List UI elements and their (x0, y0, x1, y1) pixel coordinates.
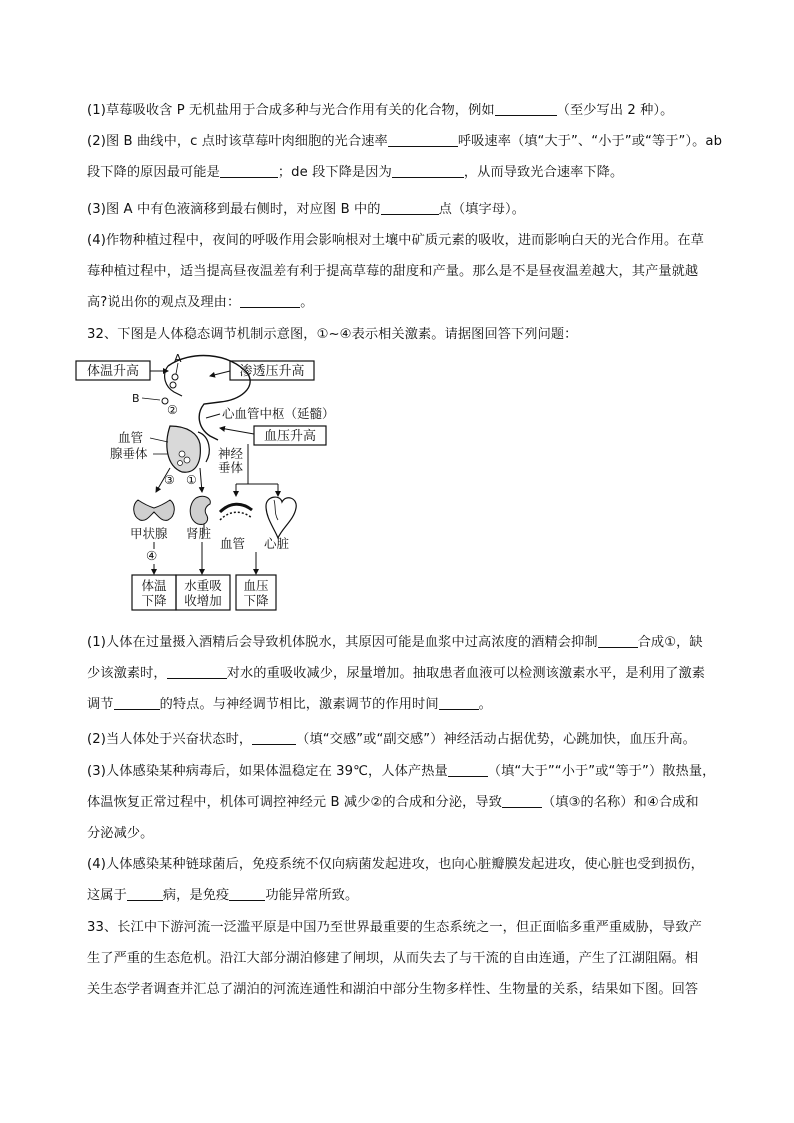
text: （填③的名称）和④合成和 (542, 795, 699, 810)
text: 的特点。与神经调节相比，激素调节的作用时间 (159, 697, 439, 712)
label-kidney: 肾脏 (186, 526, 212, 541)
text: （填“交感”或“副交感”）神经活动占据优势，心跳加快，血压升高。 (296, 732, 696, 747)
text: 段下降的原因最可能是 (87, 165, 220, 180)
text: (1)人体在过量摄入酒精后会导致机体脱水，其原因可能是血浆中过高浓度的酒精会抑制 (87, 635, 598, 650)
text: 病，是免疫 (162, 888, 230, 903)
text: （填“大于”“小于”或“等于”）散热量， (487, 764, 716, 779)
label-adenohypophysis: 腺垂体 (110, 446, 148, 461)
q32-part4-line2 (87, 886, 727, 906)
answer-blank[interactable] (220, 163, 278, 178)
mark-2: ② (167, 403, 178, 417)
q31-part4-line1: (4)作物种植过程中，夜间的呼吸作用会影响根对土壤中矿质元素的吸收，进而影响白天的光合作用。在草 (87, 233, 704, 248)
q32-part3-line2 (87, 793, 727, 813)
box-temp-up-label: 体温升高 (86, 364, 140, 379)
answer-blank[interactable] (127, 886, 163, 901)
q33-line3: 关生态学者调查并汇总了湖泊的河流连通性和湖泊中部分生物多样性、生物量的关系，结果如下图。回答 (87, 982, 699, 997)
q33-line1: 33、长江中下游河流一泛滥平原是中国乃至世界最重要的生态系统之一，但正面临多重严重威胁，导致产 (87, 920, 702, 935)
text: 少该激素时， (87, 666, 167, 681)
answer-blank[interactable] (114, 695, 160, 710)
answer-blank[interactable] (392, 163, 464, 178)
text: 呼吸速率（填“大于”、“小于”或“等于”）。ab (457, 134, 723, 149)
text: ，从而导致光合速率下降。 (463, 165, 624, 180)
q32-stem: 32、下图是人体稳态调节机制示意图，①~④表示相关激素。请据图回答下列问题： (87, 327, 578, 342)
answer-blank[interactable] (252, 730, 296, 745)
text: 血压 (243, 578, 269, 593)
pituitary (167, 426, 200, 472)
answer-blank[interactable] (448, 762, 488, 777)
q31-part3 (87, 200, 727, 220)
q33-line2: 生了严重的生态危机。沿江大部分湖泊修建了闸坝，从而失去了与干流的自由连通，产生了江湖阻隔。相 (87, 951, 699, 966)
answer-blank[interactable] (598, 633, 638, 648)
text: 高?说出你的观点及理由： (87, 295, 241, 310)
q32-part1-line2 (87, 664, 727, 684)
text: 体温恢复正常过程中，机体可调控神经元 B 减少②的合成和分泌，导致 (87, 795, 502, 810)
label-neuro-top: 神经 (218, 446, 244, 461)
q31-part1 (87, 101, 727, 121)
label-A: A (174, 352, 182, 365)
text: 下降 (141, 593, 167, 608)
answer-blank[interactable] (381, 200, 439, 215)
thyroid-icon (134, 500, 175, 520)
text: (2)图 B 曲线中，c 点时该草莓叶肉细胞的光合速率 (87, 134, 388, 149)
text: 。 (478, 697, 492, 712)
answer-blank[interactable] (388, 132, 458, 147)
q32-part4-line1: (4)人体感染某种链球菌后，免疫系统不仅向病菌发起进攻，也向心脏瓣膜发起进攻，使心脏也受到损伤， (87, 857, 704, 872)
q31-part4-line3 (87, 293, 727, 313)
text: (2)当人体处于兴奋状态时， (87, 732, 253, 747)
text: (3)人体感染某种病毒后，如果体温稳定在 39℃，人体产热量 (87, 764, 448, 779)
q31-part2 (87, 132, 727, 152)
answer-blank[interactable] (167, 664, 227, 679)
q32-part3-line3: 分泌减少。 (87, 826, 154, 841)
text: （至少写出 2 种）。 (556, 103, 674, 118)
mark-3: ③ (164, 473, 175, 487)
text: 这属于 (87, 888, 127, 903)
answer-blank[interactable] (502, 793, 542, 808)
text: 水重吸 (184, 578, 222, 593)
answer-blank[interactable] (439, 695, 479, 710)
heart-icon (266, 497, 296, 538)
text: 点（填字母）。 (438, 202, 526, 217)
q32-part3-line1 (87, 762, 727, 782)
q32-part2 (87, 730, 727, 750)
text: 调节 (87, 697, 114, 712)
box-bp-up-label: 血压升高 (263, 429, 317, 444)
mark-4: ④ (146, 548, 158, 563)
text: 体温 (141, 578, 167, 593)
text: 下降 (243, 593, 269, 608)
answer-blank[interactable] (495, 101, 557, 116)
q32-part1-line1 (87, 633, 727, 653)
label-heart: 心脏 (264, 536, 290, 551)
text: (1)草莓吸收含 P 无机盐用于合成多种与光合作用有关的化合物，例如 (87, 103, 495, 118)
label-B: B (132, 392, 140, 405)
text: (3)图 A 中有色液滴移到最右侧时，对应图 B 中的 (87, 202, 381, 217)
answer-blank[interactable] (240, 293, 300, 308)
box-osm-up-label: 渗透压升高 (239, 364, 305, 379)
text: 收增加 (184, 593, 222, 608)
label-thyroid: 甲状腺 (130, 526, 168, 541)
q32-part1-line3 (87, 695, 727, 715)
blood-vessel-icon (220, 504, 252, 520)
label-vessel-bottom: 血管 (220, 536, 246, 551)
answer-blank[interactable] (229, 886, 265, 901)
label-vessel-top: 血管 (118, 430, 144, 445)
label-neuro-bottom: 垂体 (218, 460, 244, 475)
label-cardio-center: 心血管中枢（延髓） (222, 406, 335, 421)
text: 功能异常所致。 (265, 888, 359, 903)
text: 合成①，缺 (637, 635, 703, 650)
text: ；de 段下降是因为 (277, 165, 392, 180)
q31-part4-line2: 莓种植过程中，适当提高昼夜温差有利于提高草莓的甜度和产量。那么是不是昼夜温差越大，其产量就越 (87, 264, 699, 279)
mark-1: ① (186, 473, 197, 487)
text: 对水的重吸收减少，尿量增加。抽取患者血液可以检测该激素水平，是利用了激素 (226, 666, 706, 681)
q31-part2-cont (87, 163, 727, 183)
text: 。 (300, 295, 314, 310)
homeostasis-diagram (70, 344, 370, 616)
